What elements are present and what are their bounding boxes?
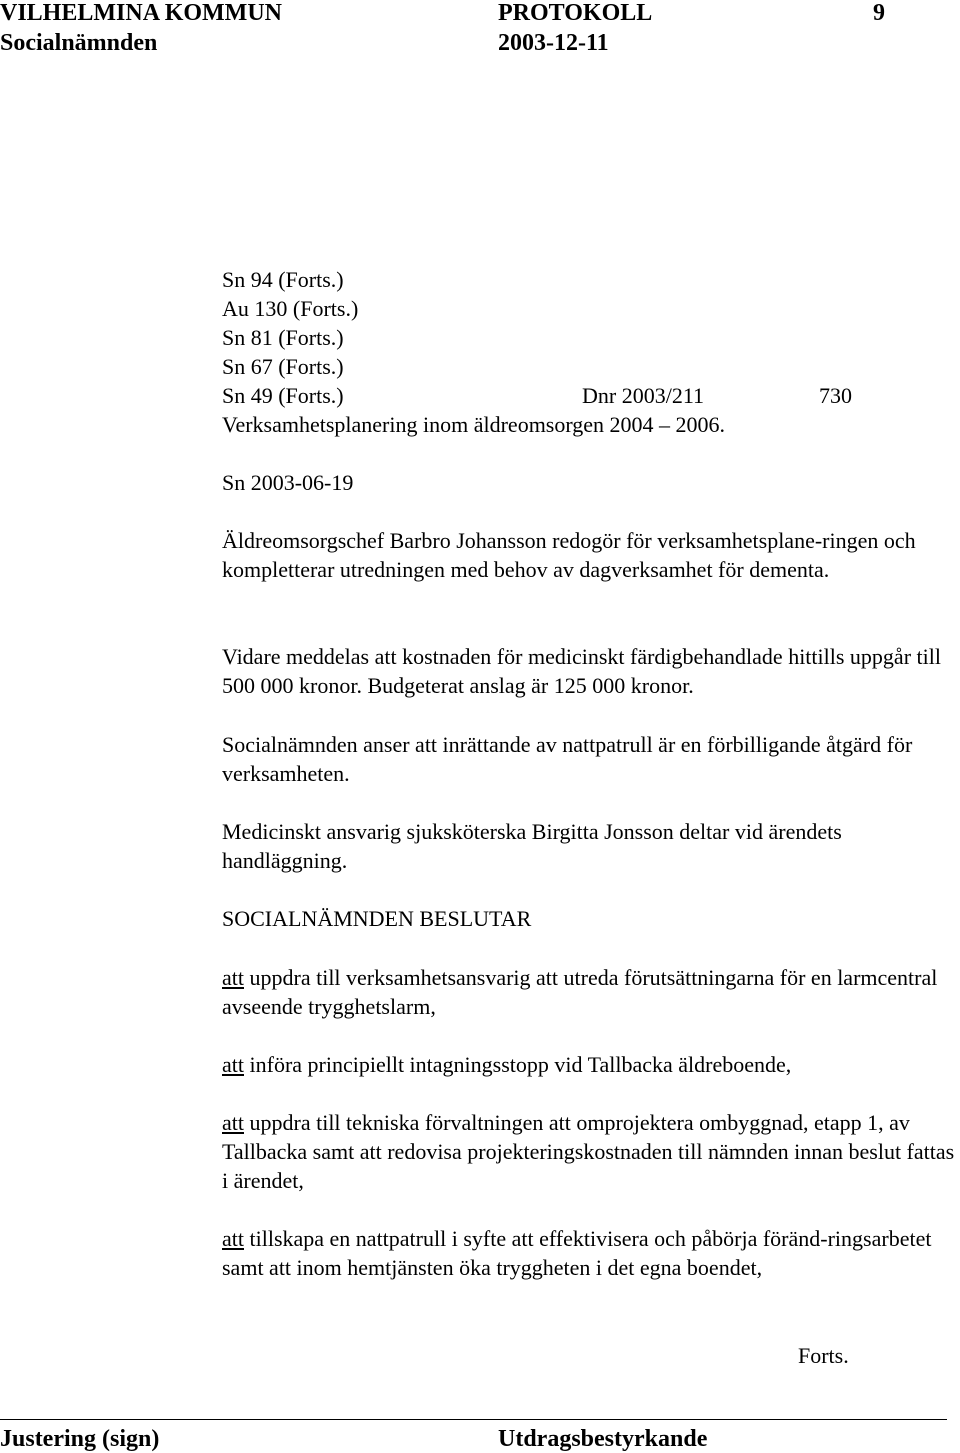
- municipality-name: VILHELMINA KOMMUN: [0, 0, 282, 26]
- decision-att: att: [222, 1226, 244, 1251]
- decision-text: uppdra till tekniska förvaltningen att omprojektera ombyggnad, etapp 1, av Tallbacka samt att redovisa projekteringskostnaden till nämnden innan beslut fattas i ärendet,: [222, 1110, 955, 1193]
- diary-number: Dnr 2003/211: [582, 383, 705, 408]
- decision-text: införa principiellt intagningsstopp vid Tallbacka äldreboende,: [244, 1052, 792, 1077]
- decision-text: tillskapa en nattpatrull i syfte att effektivisera och påbörja föränd-ringsarbetet samt att inom hemtjänsten öka tryggheten i det egna boendet,: [222, 1226, 932, 1280]
- committee-name: Socialnämnden: [0, 30, 158, 56]
- reference-sn49: Sn 49 (Forts.): [222, 383, 344, 408]
- reference-sn67: Sn 67 (Forts.): [222, 354, 344, 379]
- reference-sn94: Sn 94 (Forts.): [222, 267, 344, 292]
- meeting-reference: Sn 2003-06-19: [222, 470, 354, 495]
- document-type: PROTOKOLL: [498, 0, 653, 26]
- decision-item: [222, 1050, 958, 1079]
- decision-item: [222, 963, 942, 1021]
- reference-au130: Au 130 (Forts.): [222, 296, 359, 321]
- decision-att: att: [222, 1110, 244, 1135]
- decision-item: [222, 1224, 942, 1282]
- decision-heading: SOCIALNÄMNDEN BESLUTAR: [222, 906, 532, 931]
- paragraph-participation: Medicinskt ansvarig sjuksköterska Birgitta Jonsson deltar vid ärendets handläggning.: [222, 819, 842, 873]
- reference-sn81: Sn 81 (Forts.): [222, 325, 344, 350]
- signature-label: Justering (sign): [0, 1426, 160, 1452]
- decision-text: uppdra till verksamhetsansvarig att utreda förutsättningarna för en larmcentral avseende trygghetslarm,: [222, 965, 938, 1019]
- diary-code: 730: [819, 383, 852, 408]
- certified-extract-label: Utdragsbestyrkande: [498, 1426, 708, 1452]
- paragraph-night-patrol: Socialnämnden anser att inrättande av nattpatrull är en förbilligande åtgärd för verksamheten.: [222, 732, 913, 786]
- decision-att: att: [222, 1052, 244, 1077]
- continued-marker: Forts.: [798, 1343, 849, 1368]
- footer-divider: [0, 1419, 947, 1420]
- paragraph-costs: Vidare meddelas att kostnaden för medicinskt färdigbehandlade hittills uppgår till 500 000 kronor. Budgeterat anslag är 125 000 kronor.: [222, 644, 941, 698]
- meeting-date: 2003-12-11: [498, 30, 609, 56]
- decision-item: [222, 1108, 960, 1195]
- case-subject: Verksamhetsplanering inom äldreomsorgen 2004 – 2006.: [222, 412, 726, 437]
- decision-att: att: [222, 965, 244, 990]
- paragraph-report: Äldreomsorgschef Barbro Johansson redogör för verksamhetsplane-ringen och kompletterar utredningen med behov av dagverksamhet för dementa.: [222, 528, 916, 582]
- page-number: 9: [873, 0, 885, 26]
